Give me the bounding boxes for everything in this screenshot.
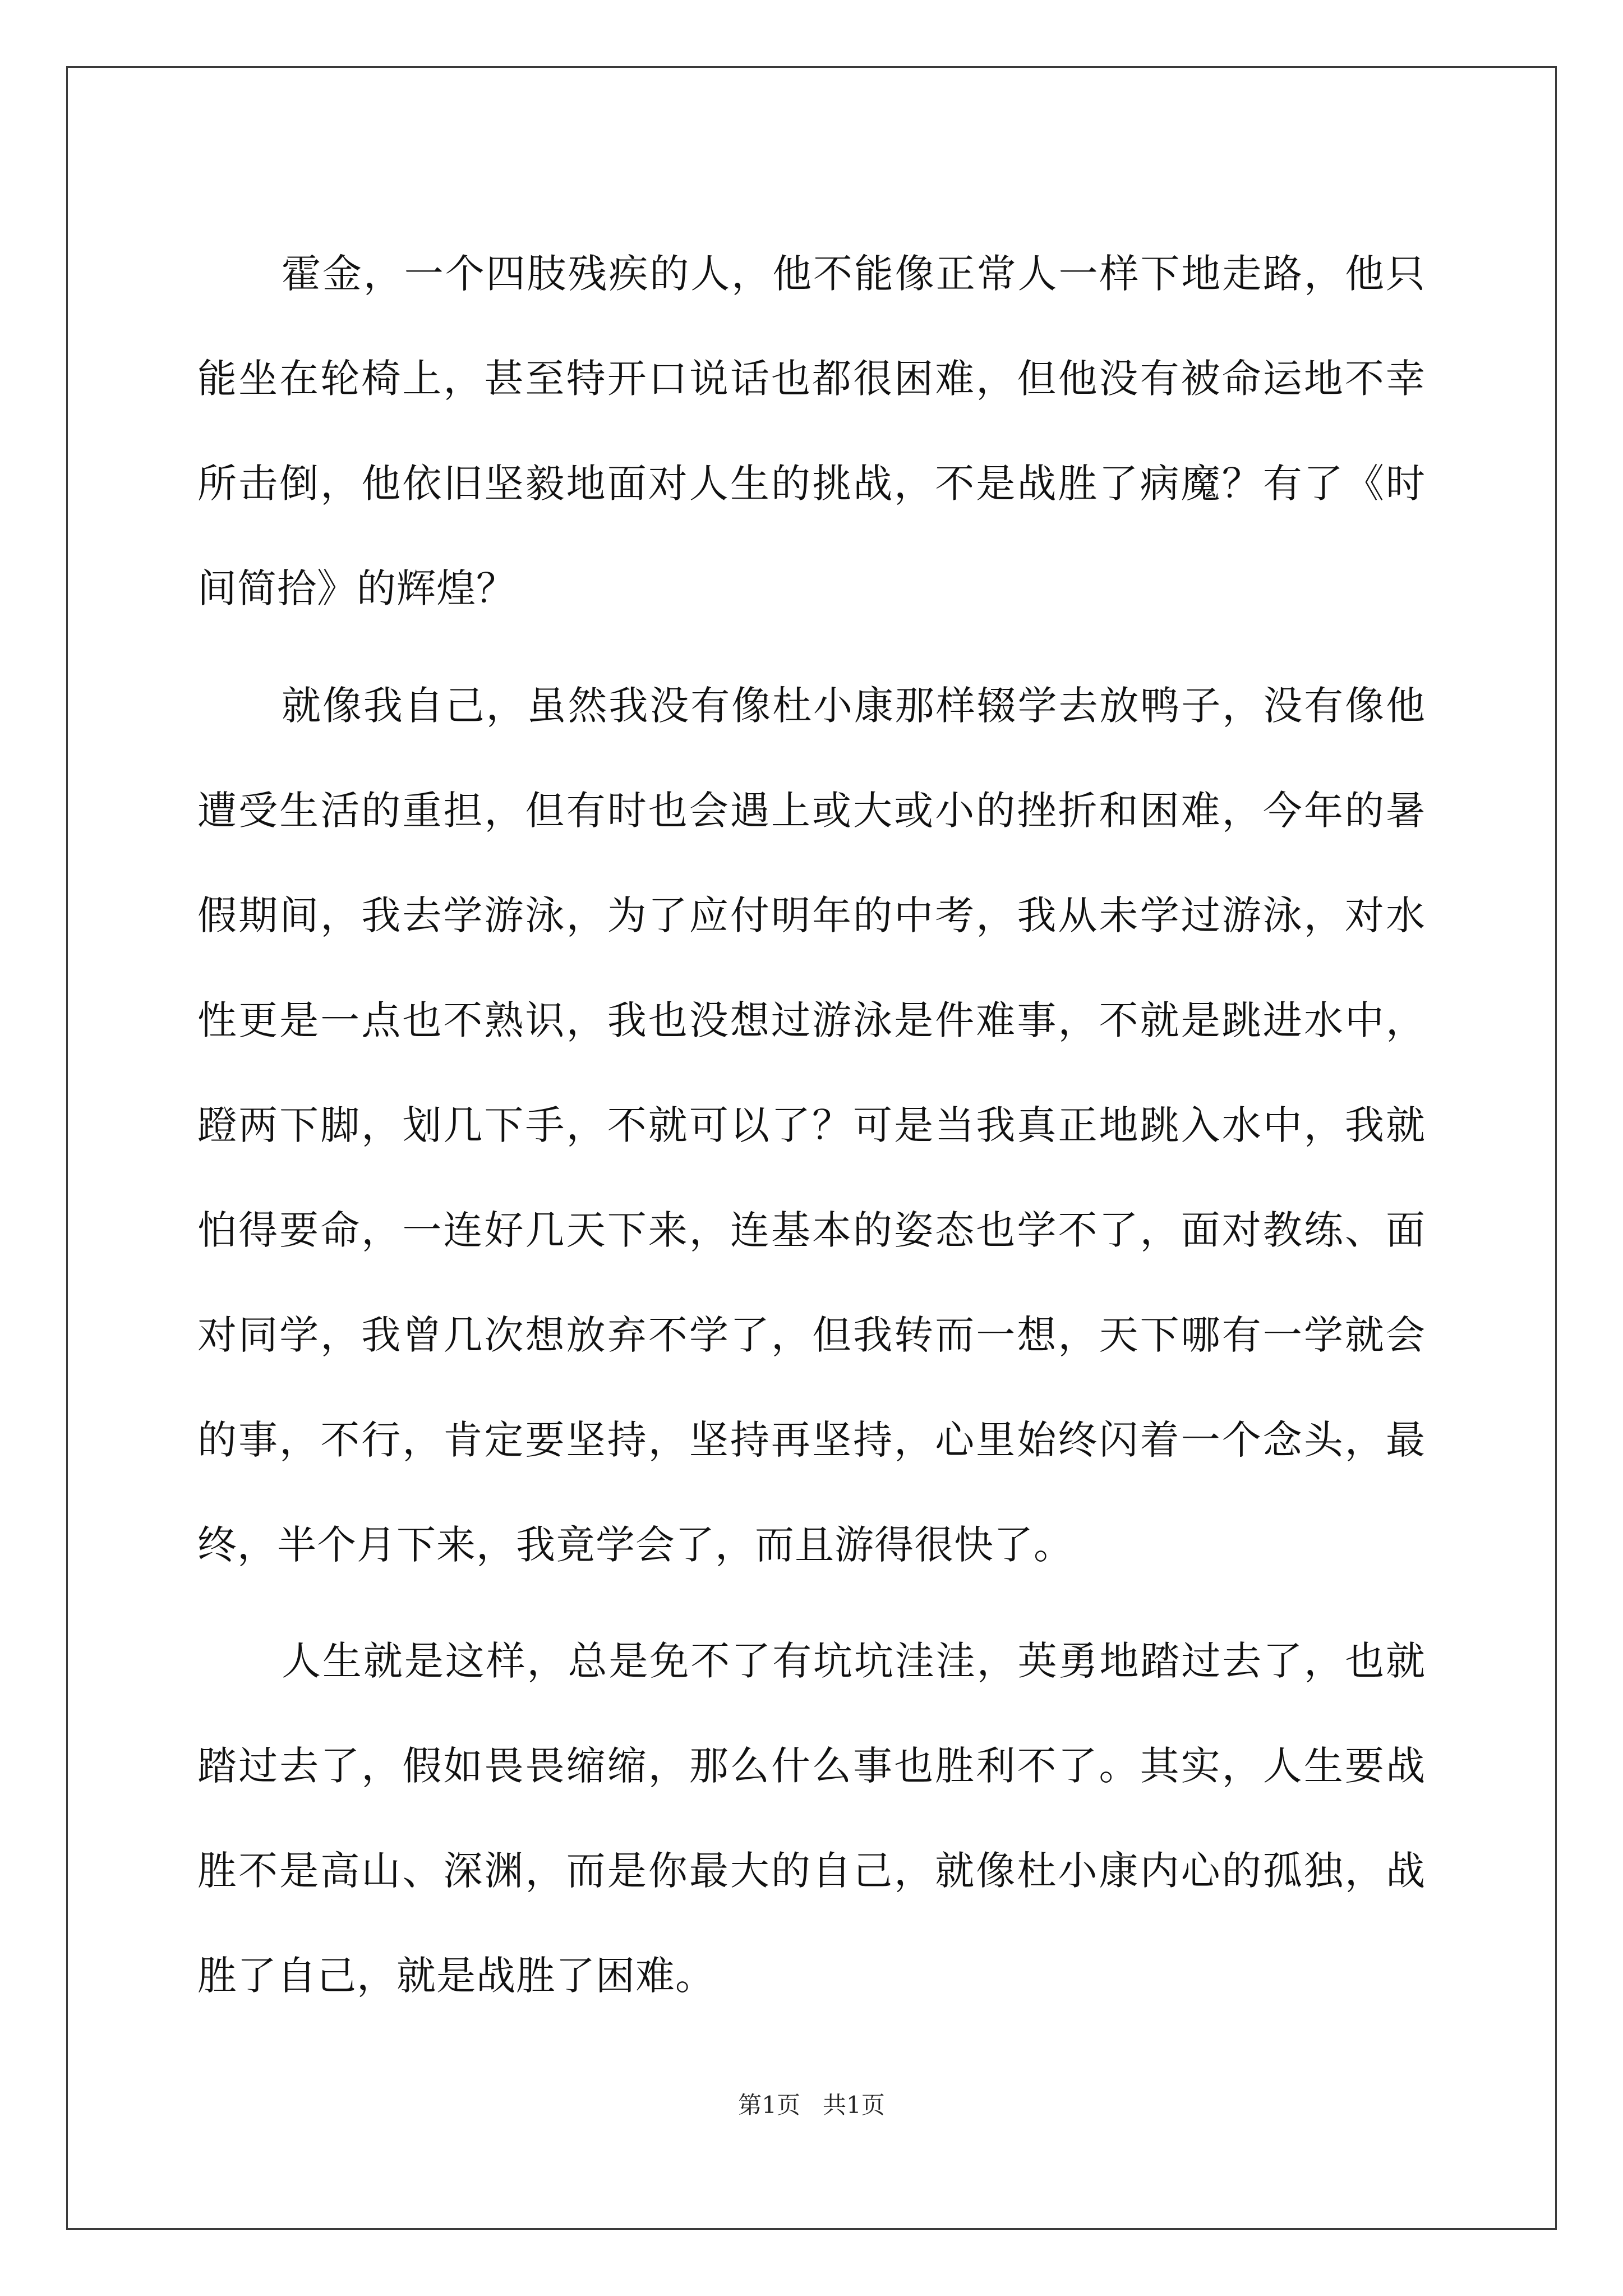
- paragraph-3: 人生就是这样，总是免不了有坑坑洼洼，英勇地踏过去了，也就踏过去了，假如畏畏缩缩，那么什么事也胜利不了。其实，人生要战胜不是高山、深渊，而是你最大的自己，就像杜小康内心的孤独，战胜了自己，就是战胜了困难。: [197, 1638, 1426, 1999]
- paragraph-1: 霍金，一个四肢残疾的人，他不能像正常人一样下地走路，他只能坐在轮椅上，甚至特开口说话也都很困难，但他没有被命运地不幸所击倒，他依旧坚毅地面对人生的挑战，不是战胜了病魔？有了《时间简拾》的辉煌？: [197, 251, 1426, 611]
- page-total: 共1页: [823, 2091, 885, 2119]
- page-number: 第1页: [738, 2091, 800, 2119]
- paragraph-2: 就像我自己，虽然我没有像杜小康那样辍学去放鸭子，没有像他遭受生活的重担，但有时也会遇上或大或小的挫折和困难，今年的暑假期间，我去学游泳，为了应付明年的中考，我从未学过游泳，对水性更是一点也不熟识，我也没想过游泳是件难事，不就是跳进水中，蹬两下脚，划几下手，不就可以了？可是当我真正地跳入水中，我就怕得要命，一连好几天下来，连基本的姿态也学不了，面对教练、面对同学，我曾几次想放弃不学了，但我转而一想，天下哪有一学就会的事，不行，肯定要坚持，坚持再坚持，心里始终闪着一个念头，最终，半个月下来，我竟学会了，而且游得很快了。: [197, 683, 1426, 1568]
- page-footer: [0, 2091, 1623, 2119]
